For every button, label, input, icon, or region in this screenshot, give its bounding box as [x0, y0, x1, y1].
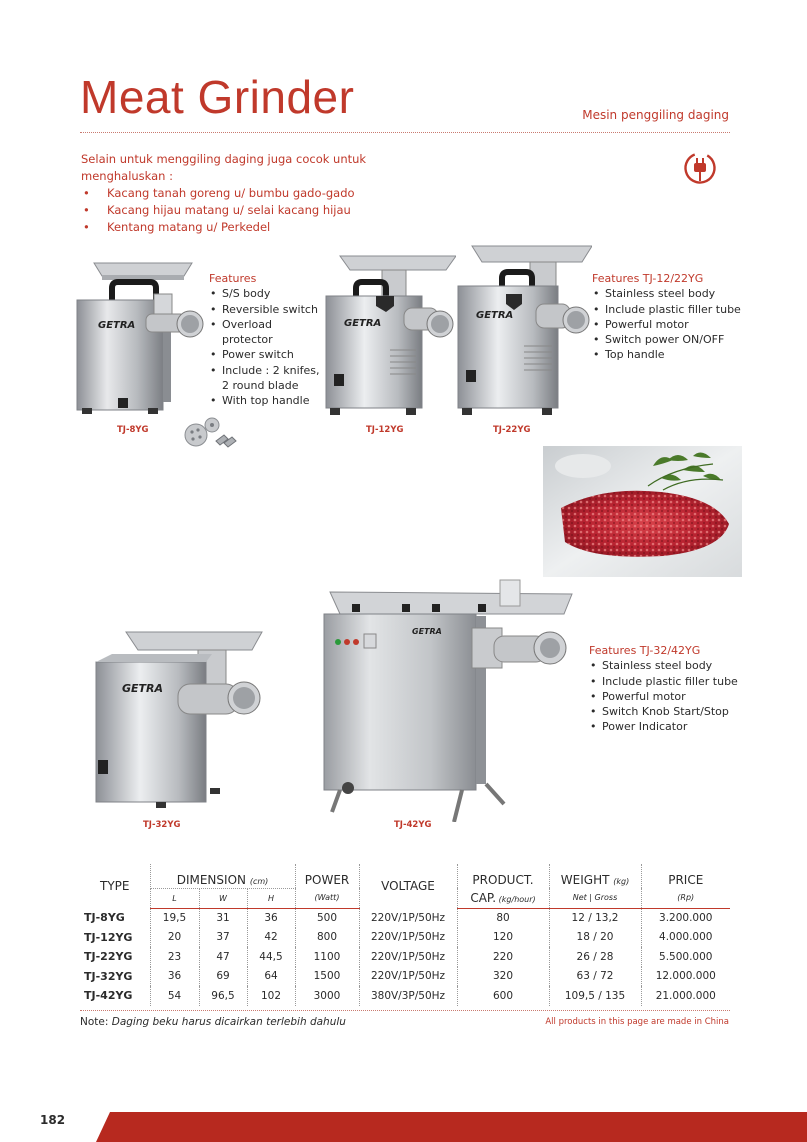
table-row: [80, 967, 730, 987]
cell-voltage: 220V/1P/50Hz: [359, 928, 457, 948]
col-type: TYPE: [100, 878, 130, 893]
cap-unit: (kg/hour): [498, 894, 536, 904]
features-title: Features TJ-32/42YG: [589, 644, 701, 657]
cell-cap: 220: [457, 947, 549, 967]
cell-w: 31: [199, 908, 247, 928]
tj22yg-machine-image: [452, 240, 592, 418]
feature-item: • Include plastic filler tube: [589, 674, 739, 689]
table-row: [80, 947, 730, 967]
feature-item: • Include : 2 knifes, 2 round blade: [209, 363, 324, 394]
label-tj32yg: TJ-32YG: [143, 820, 181, 830]
features-tj32-42yg: [589, 643, 739, 735]
cell-h: 36: [247, 908, 295, 928]
features-title: Features: [209, 272, 257, 285]
label-tj12yg: TJ-12YG: [366, 425, 404, 435]
page-subtitle: Mesin penggiling daging: [582, 108, 729, 122]
cell-type: TJ-12YG: [84, 930, 133, 944]
tj12yg-machine-image: [320, 250, 456, 418]
feature-item: • Stainless steel body: [589, 658, 739, 673]
tj42yg-machine-image: [318, 578, 576, 822]
feature-item: • Switch Knob Start/Stop: [589, 704, 739, 719]
cell-voltage: 220V/1P/50Hz: [359, 908, 457, 928]
feature-item: • Power Indicator: [589, 719, 739, 734]
brand-logo: GETRA: [476, 310, 514, 321]
table-row: [80, 928, 730, 948]
tj8yg-machine-image: [72, 258, 208, 416]
dimension-unit: (cm): [249, 876, 269, 886]
cell-voltage: 220V/1P/50Hz: [359, 947, 457, 967]
table-row: [80, 986, 730, 1006]
note-text: Daging beku harus dicairkan terlebih dahulu: [111, 1016, 346, 1028]
col-product: PRODUCT.: [457, 864, 549, 888]
cell-weight: 26 / 28: [549, 947, 641, 967]
cell-weight: 12 / 13,2: [549, 908, 641, 928]
cell-weight: 109,5 / 135: [549, 986, 641, 1006]
cell-voltage: 380V/3P/50Hz: [359, 986, 457, 1006]
cap-label: CAP.: [470, 890, 497, 905]
feature-item: • Powerful motor: [589, 689, 739, 704]
page-title: Meat Grinder: [80, 71, 355, 123]
feature-item: • Overload protector: [209, 317, 324, 348]
brand-logo: GETRA: [344, 318, 382, 329]
intro-item: • Kentang matang u/ Perkedel: [81, 219, 411, 236]
cell-price: 4.000.000: [641, 928, 730, 948]
made-in-note: All products in this page are made in China: [545, 1017, 729, 1027]
feature-item: • With top handle: [209, 393, 324, 408]
cell-w: 47: [199, 947, 247, 967]
dimension-label: DIMENSION: [176, 872, 246, 887]
cell-cap: 120: [457, 928, 549, 948]
col-cap: [457, 888, 549, 908]
blades-accessory-image: [180, 415, 242, 455]
cell-power: 800: [295, 928, 359, 948]
cell-h: 42: [247, 928, 295, 948]
feature-item: • Reversible switch: [209, 302, 324, 317]
feature-item: • Top handle: [592, 347, 742, 362]
note-label: Note:: [80, 1016, 109, 1028]
header-divider: [80, 132, 730, 133]
cell-l: 19,5: [150, 908, 199, 928]
cell-w: 96,5: [199, 986, 247, 1006]
label-tj22yg: TJ-22YG: [493, 425, 531, 435]
note: [80, 1016, 346, 1028]
cell-power: 1500: [295, 967, 359, 987]
feature-item: • Switch power ON/OFF: [592, 332, 742, 347]
feature-item: • Include plastic filler tube: [592, 302, 742, 317]
intro-text: Selain untuk menggiling daging juga cocok untuk menghaluskan :: [81, 152, 367, 183]
cell-l: 20: [150, 928, 199, 948]
footer-bar: [96, 1112, 807, 1142]
brand-logo: GETRA: [98, 320, 136, 331]
features-tj12-22yg: [592, 271, 742, 363]
brand-logo: GETRA: [122, 682, 164, 695]
cell-price: 12.000.000: [641, 967, 730, 987]
weight-unit: (kg): [613, 877, 630, 886]
intro-item: • Kacang tanah goreng u/ bumbu gado-gado: [81, 185, 411, 202]
cell-power: 3000: [295, 986, 359, 1006]
feature-item: • Power switch: [209, 347, 324, 362]
cell-type: TJ-8YG: [84, 911, 125, 925]
col-w: W: [199, 888, 247, 908]
col-h: H: [247, 888, 295, 908]
cell-w: 69: [199, 967, 247, 987]
col-l: L: [150, 888, 199, 908]
weight-sub: Net | Gross: [549, 888, 641, 908]
cell-cap: 80: [457, 908, 549, 928]
col-dimension: [150, 864, 295, 888]
label-tj8yg: TJ-8YG: [117, 425, 149, 435]
col-weight: [549, 864, 641, 888]
cell-h: 44,5: [247, 947, 295, 967]
intro-block: [81, 151, 411, 236]
cell-cap: 320: [457, 967, 549, 987]
cell-l: 23: [150, 947, 199, 967]
cell-h: 64: [247, 967, 295, 987]
weight-label: WEIGHT: [560, 873, 610, 887]
cell-weight: 18 / 20: [549, 928, 641, 948]
feature-item: • S/S body: [209, 286, 324, 301]
cell-h: 102: [247, 986, 295, 1006]
col-power: POWER: [295, 864, 359, 888]
col-price: PRICE: [641, 864, 730, 888]
cell-cap: 600: [457, 986, 549, 1006]
minced-meat-photo: [543, 446, 742, 577]
intro-item: • Kacang hijau matang u/ selai kacang hijau: [81, 202, 411, 219]
power-unit: (Watt): [295, 888, 359, 908]
table-row: [80, 908, 730, 928]
cell-price: 3.200.000: [641, 908, 730, 928]
table-bottom-divider: [80, 1010, 730, 1011]
feature-item: • Stainless steel body: [592, 286, 742, 301]
cell-weight: 63 / 72: [549, 967, 641, 987]
cell-type: TJ-32YG: [84, 969, 133, 983]
label-tj42yg: TJ-42YG: [394, 820, 432, 830]
cell-price: 21.000.000: [641, 986, 730, 1006]
cell-l: 54: [150, 986, 199, 1006]
electric-plug-icon: [683, 151, 717, 185]
col-voltage: VOLTAGE: [359, 864, 457, 908]
cell-price: 5.500.000: [641, 947, 730, 967]
cell-type: TJ-42YG: [84, 989, 133, 1003]
cell-voltage: 220V/1P/50Hz: [359, 967, 457, 987]
price-unit: (Rp): [641, 888, 730, 908]
tj32yg-machine-image: [92, 628, 268, 808]
intro-list: [81, 185, 411, 236]
features-tj8yg: [209, 271, 324, 409]
feature-item: • Powerful motor: [592, 317, 742, 332]
cell-w: 37: [199, 928, 247, 948]
features-title: Features TJ-12/22YG: [592, 272, 704, 285]
cell-l: 36: [150, 967, 199, 987]
brand-logo: GETRA: [412, 627, 442, 636]
cell-power: 500: [295, 908, 359, 928]
cell-power: 1100: [295, 947, 359, 967]
cell-type: TJ-22YG: [84, 950, 133, 964]
page-number: 182: [40, 1113, 66, 1127]
spec-table: [80, 864, 730, 1006]
